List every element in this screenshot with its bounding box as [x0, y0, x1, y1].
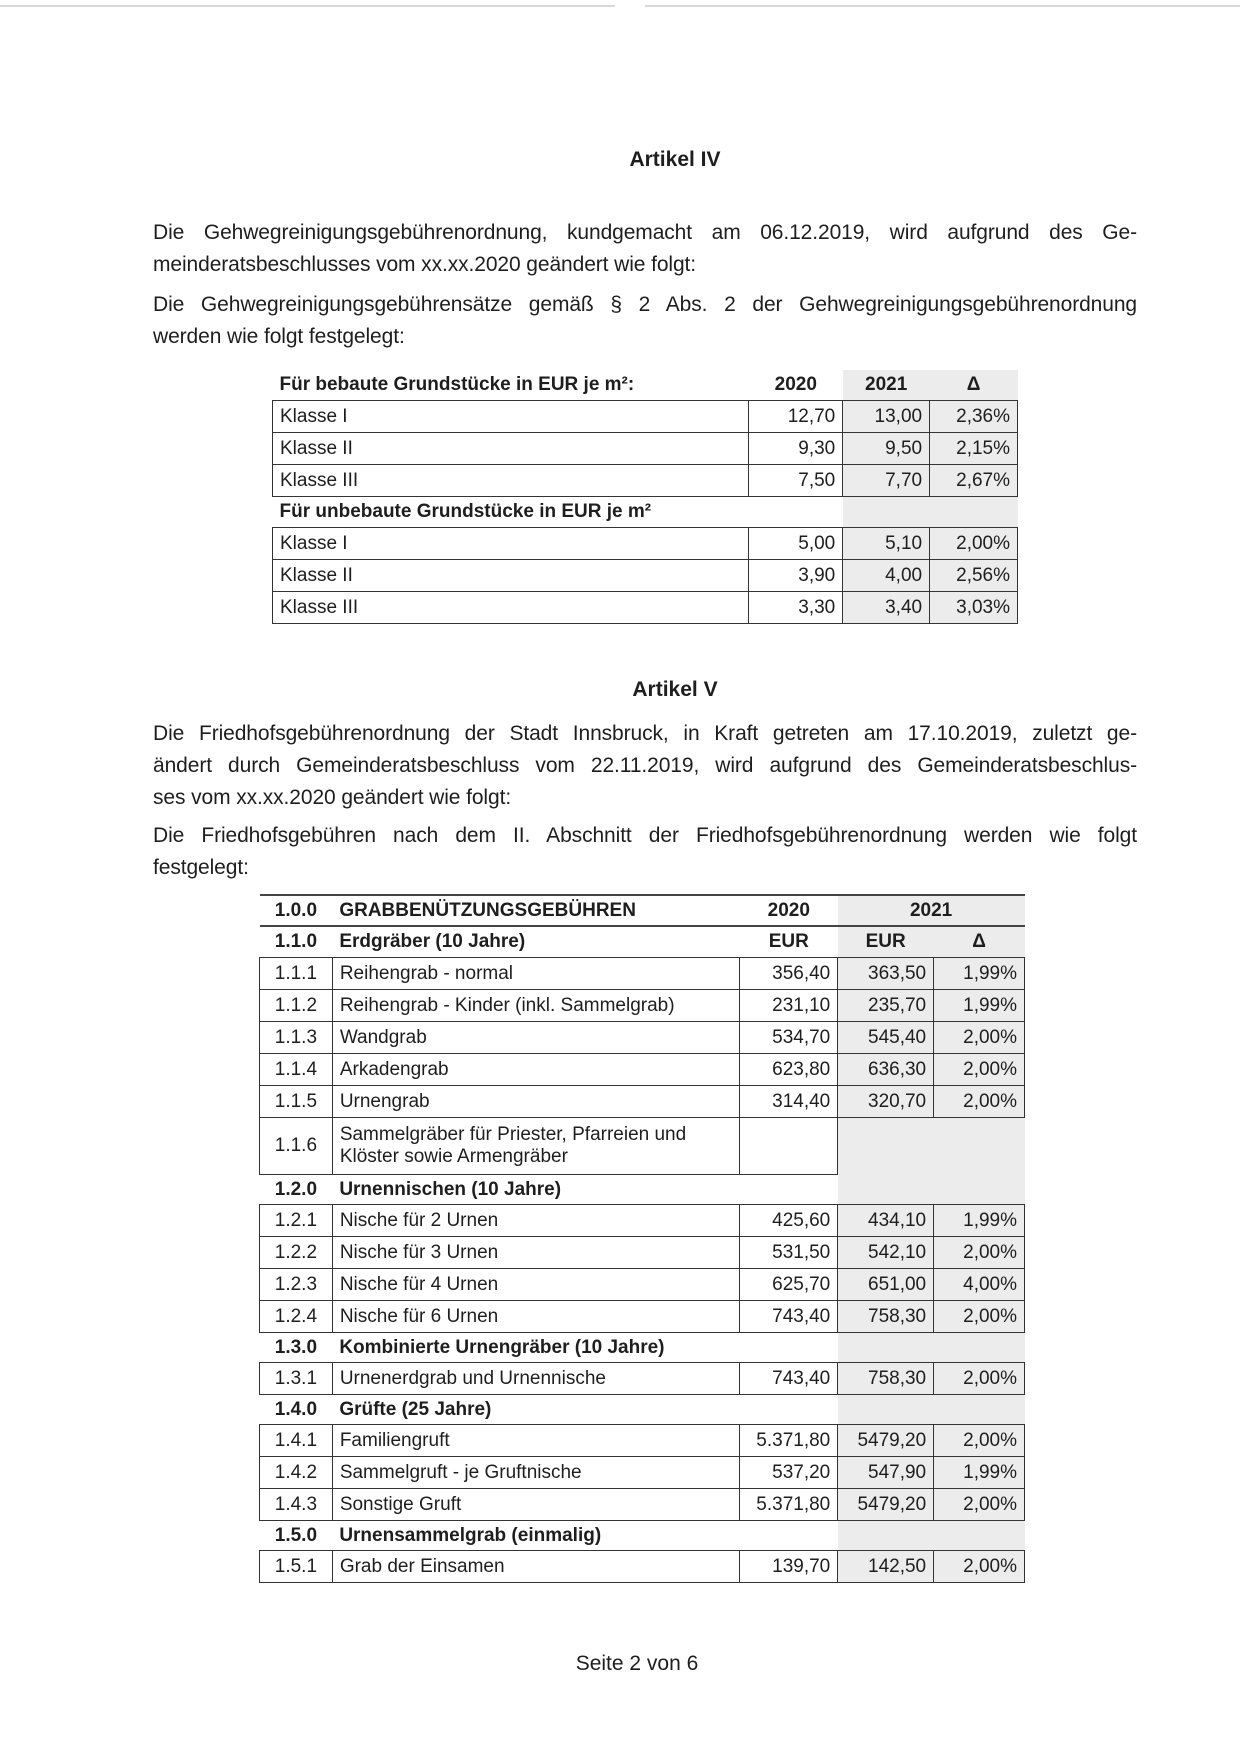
- blank-cell: [930, 497, 1018, 528]
- row-label: Nische für 2 Urnen: [332, 1205, 740, 1237]
- value-2020: 3,30: [749, 592, 843, 624]
- table-row: [260, 1551, 1025, 1583]
- artikel-v-paragraph-2: [153, 820, 1137, 884]
- value-2020: 139,70: [740, 1551, 838, 1583]
- row-label: Klasse I: [273, 401, 749, 433]
- main-title: GRABBENÜTZUNGSGEBÜHREN: [332, 895, 740, 926]
- value-delta: 1,99%: [934, 1457, 1025, 1489]
- row-label: Sammelgräber für Priester, Pfarreien und Klöster sowie Armengräber: [332, 1118, 740, 1175]
- value-delta: 2,00%: [934, 1363, 1025, 1395]
- row-label: Arkadengrab: [332, 1054, 740, 1086]
- value-2021: 758,30: [838, 1363, 934, 1395]
- table-row: [273, 401, 1018, 433]
- group-gruefte: [260, 1395, 1025, 1521]
- row-label: Sonstige Gruft: [332, 1489, 740, 1521]
- group-code: 1.3.0: [260, 1333, 333, 1363]
- unit-2020: EUR: [768, 931, 809, 952]
- value-delta: 1,99%: [934, 990, 1025, 1022]
- value-delta: 4,00%: [934, 1269, 1025, 1301]
- table-row: [260, 1054, 1025, 1086]
- group-code: 1.2.0: [260, 1175, 333, 1205]
- table-row: [260, 1457, 1025, 1489]
- row-code: 1.1.3: [260, 1022, 333, 1054]
- value-2020: 3,90: [749, 560, 843, 592]
- group-header-row: [260, 1333, 1025, 1363]
- col-header-2021: 2021: [843, 370, 930, 401]
- value-2020: [740, 1118, 838, 1175]
- group-title: Kombinierte Urnengräber (10 Jahre): [332, 1333, 837, 1363]
- row-label: Nische für 3 Urnen: [332, 1237, 740, 1269]
- value-delta: 2,00%: [934, 1086, 1025, 1118]
- blank-cell: [843, 497, 930, 528]
- gehwegreinigung-fee-table: [272, 370, 1018, 624]
- row-label: Familiengruft: [332, 1425, 740, 1457]
- group-erdgraeber: [260, 958, 1025, 1175]
- artikel-iv-heading: Artikel IV: [629, 148, 721, 171]
- value-delta: 1,99%: [934, 1205, 1025, 1237]
- table-row: [273, 465, 1018, 497]
- row-label: Klasse II: [273, 433, 749, 465]
- row-label: Klasse III: [273, 592, 749, 624]
- value-2021: 142,50: [838, 1551, 934, 1583]
- row-code: 1.4.3: [260, 1489, 333, 1521]
- value-delta: 3,03%: [930, 592, 1018, 624]
- table-row: [273, 560, 1018, 592]
- group-urnensammelgrab: [260, 1521, 1025, 1583]
- table-section-row: [273, 497, 1018, 528]
- col-header-delta: Δ: [930, 370, 1018, 401]
- value-2020: 231,10: [740, 990, 838, 1022]
- group-header-row: [260, 1395, 1025, 1425]
- table-row: [260, 1237, 1025, 1269]
- text-line: Die Friedhofsgebührenordnung der Stadt Innsbruck, in Kraft getreten am 17.10.2019, zuletzt ge-: [153, 722, 1137, 745]
- group-title: Erdgräber (10 Jahre): [339, 931, 526, 952]
- group-header-row: [260, 1175, 1025, 1205]
- artikel-iv-paragraph-1: [153, 217, 1137, 281]
- row-label: Wandgrab: [332, 1022, 740, 1054]
- row-code: 1.1.4: [260, 1054, 333, 1086]
- value-delta: [934, 1118, 1025, 1175]
- group-code: 1.1.0: [274, 931, 318, 952]
- value-2020: 743,40: [740, 1363, 838, 1395]
- table-row: [260, 1425, 1025, 1457]
- value-delta: 2,36%: [930, 401, 1018, 433]
- value-delta: 2,00%: [934, 1022, 1025, 1054]
- blank-cell: [934, 1395, 1025, 1425]
- group-title: Grüfte (25 Jahre): [332, 1395, 837, 1425]
- value-2021: 4,00: [843, 560, 930, 592]
- value-2021: 758,30: [838, 1301, 934, 1333]
- row-label: Klasse I: [273, 528, 749, 560]
- value-delta: 2,00%: [934, 1551, 1025, 1583]
- value-2021: 5479,20: [838, 1425, 934, 1457]
- value-2021: 9,50: [843, 433, 930, 465]
- blank-cell: [934, 1175, 1025, 1205]
- value-2020: 625,70: [740, 1269, 838, 1301]
- row-code: 1.4.1: [260, 1425, 333, 1457]
- blank-cell: [838, 1175, 934, 1205]
- table-row: [260, 1301, 1025, 1333]
- section-title: Für bebaute Grundstücke in EUR je m²:: [273, 370, 749, 401]
- blank-cell: [934, 1521, 1025, 1551]
- value-2021: 235,70: [838, 990, 934, 1022]
- unit-2021: EUR: [838, 926, 934, 958]
- col-header-delta: Δ: [934, 926, 1025, 958]
- blank-cell: [838, 1521, 934, 1551]
- text-line: werden wie folgt festgelegt:: [153, 325, 405, 348]
- value-2021: 545,40: [838, 1022, 934, 1054]
- row-label: Klasse II: [273, 560, 749, 592]
- row-label: Reihengrab - normal: [332, 958, 740, 990]
- value-2020: 12,70: [749, 401, 843, 433]
- row-code: 1.2.4: [260, 1301, 333, 1333]
- row-code: 1.2.3: [260, 1269, 333, 1301]
- value-2020: 7,50: [749, 465, 843, 497]
- row-label: Urnenerdgrab und Urnennische: [332, 1363, 740, 1395]
- text-line: Die Gehwegreinigungsgebührenordnung, kundgemacht am 06.12.2019, wird aufgrund des Ge-: [153, 221, 1137, 244]
- group-kombinierte-urnengraeber: [260, 1333, 1025, 1395]
- value-2021: [838, 1118, 934, 1175]
- value-delta: 2,00%: [934, 1489, 1025, 1521]
- group-urnennischen: [260, 1175, 1025, 1333]
- text-line: Die Gehwegreinigungsgebührensätze gemäß § 2 Abs. 2 der Gehwegreinigungsgebührenordnung: [153, 293, 1137, 316]
- table-header-row: [273, 370, 1018, 401]
- value-2021: 547,90: [838, 1457, 934, 1489]
- value-delta: 1,99%: [934, 958, 1025, 990]
- artikel-iv-paragraph-2: [153, 289, 1137, 353]
- value-2020: 5.371,80: [740, 1425, 838, 1457]
- blank-cell: [838, 1333, 934, 1363]
- text-line: ses vom xx.xx.2020 geändert wie folgt:: [153, 786, 512, 809]
- col-header-2020: 2020: [740, 895, 838, 926]
- blank-cell: [838, 1395, 934, 1425]
- group-header-row: [260, 1521, 1025, 1551]
- row-label: Reihengrab - Kinder (inkl. Sammelgrab): [332, 990, 740, 1022]
- row-label: Urnengrab: [332, 1086, 740, 1118]
- value-2020: 743,40: [740, 1301, 838, 1333]
- table-main-header-row: [260, 895, 1025, 926]
- row-label: Grab der Einsamen: [332, 1551, 740, 1583]
- page-number: Seite 2 von 6: [575, 1652, 699, 1675]
- table-row: [260, 1205, 1025, 1237]
- value-2020: 5.371,80: [740, 1489, 838, 1521]
- artikel-v-heading: Artikel V: [632, 678, 718, 701]
- value-delta: 2,00%: [930, 528, 1018, 560]
- value-2021: 5,10: [843, 528, 930, 560]
- value-2020: 425,60: [740, 1205, 838, 1237]
- row-label: Nische für 4 Urnen: [332, 1269, 740, 1301]
- scan-edge-line-left: [0, 5, 615, 7]
- artikel-v-paragraph-1: [153, 718, 1137, 814]
- table-row: [260, 1086, 1025, 1118]
- value-2021: 5479,20: [838, 1489, 934, 1521]
- value-2020: 5,00: [749, 528, 843, 560]
- value-2020: 531,50: [740, 1237, 838, 1269]
- row-label: Klasse III: [273, 465, 749, 497]
- row-code: 1.3.1: [260, 1363, 333, 1395]
- value-delta: 2,00%: [934, 1237, 1025, 1269]
- scan-edge-line-right: [645, 5, 1240, 7]
- row-code: 1.1.5: [260, 1086, 333, 1118]
- table-row: [273, 528, 1018, 560]
- value-2021: 434,10: [838, 1205, 934, 1237]
- group-title: Urnensammelgrab (einmalig): [332, 1521, 837, 1551]
- value-2021: 13,00: [843, 401, 930, 433]
- value-2020: 534,70: [740, 1022, 838, 1054]
- main-code: 1.0.0: [260, 895, 333, 926]
- value-2020: 537,20: [740, 1457, 838, 1489]
- value-2021: 542,10: [838, 1237, 934, 1269]
- group-title: Urnennischen (10 Jahre): [332, 1175, 837, 1205]
- value-delta: 2,15%: [930, 433, 1018, 465]
- value-delta: 2,56%: [930, 560, 1018, 592]
- text-line: meinderatsbeschlusses vom xx.xx.2020 geändert wie folgt:: [153, 253, 697, 276]
- row-code: 1.1.6: [260, 1118, 333, 1175]
- table-row: [260, 1269, 1025, 1301]
- value-delta: 2,00%: [934, 1054, 1025, 1086]
- value-2020: 356,40: [740, 958, 838, 990]
- table-row: [260, 1118, 1025, 1175]
- value-2021: 3,40: [843, 592, 930, 624]
- value-2020: 9,30: [749, 433, 843, 465]
- row-code: 1.2.1: [260, 1205, 333, 1237]
- value-delta: 2,00%: [934, 1425, 1025, 1457]
- value-2021: 320,70: [838, 1086, 934, 1118]
- row-code: 1.2.2: [260, 1237, 333, 1269]
- row-code: 1.5.1: [260, 1551, 333, 1583]
- text-line: festgelegt:: [153, 856, 249, 879]
- table-subheader-row: [260, 926, 1025, 958]
- row-label: Sammelgruft - je Gruftnische: [332, 1457, 740, 1489]
- text-line: Die Friedhofsgebühren nach dem II. Abschnitt der Friedhofsgebührenordnung werden wie folgt: [153, 824, 1137, 847]
- group-code: 1.5.0: [260, 1521, 333, 1551]
- text-line: ändert durch Gemeinderatsbeschluss vom 22.11.2019, wird aufgrund des Gemeinderatsbeschlus-: [153, 754, 1137, 777]
- value-2020: 314,40: [740, 1086, 838, 1118]
- value-2021: 636,30: [838, 1054, 934, 1086]
- row-label: Nische für 6 Urnen: [332, 1301, 740, 1333]
- section-title: Für unbebaute Grundstücke in EUR je m²: [273, 497, 843, 528]
- row-code: 1.1.1: [260, 958, 333, 990]
- table-row: [260, 958, 1025, 990]
- table-row: [260, 1489, 1025, 1521]
- col-header-2020: 2020: [749, 370, 843, 401]
- table-row: [260, 1022, 1025, 1054]
- row-code: 1.1.2: [260, 990, 333, 1022]
- friedhof-fee-table: [259, 894, 1025, 1583]
- table-row: [273, 592, 1018, 624]
- table-row: [273, 433, 1018, 465]
- table-row: [260, 990, 1025, 1022]
- value-delta: 2,67%: [930, 465, 1018, 497]
- value-2021: 651,00: [838, 1269, 934, 1301]
- value-2021: 7,70: [843, 465, 930, 497]
- row-code: 1.4.2: [260, 1457, 333, 1489]
- value-2021: 363,50: [838, 958, 934, 990]
- table-row: [260, 1363, 1025, 1395]
- blank-cell: [934, 1333, 1025, 1363]
- value-delta: 2,00%: [934, 1301, 1025, 1333]
- value-2020: 623,80: [740, 1054, 838, 1086]
- col-header-2021: 2021: [838, 895, 1025, 926]
- group-code: 1.4.0: [260, 1395, 333, 1425]
